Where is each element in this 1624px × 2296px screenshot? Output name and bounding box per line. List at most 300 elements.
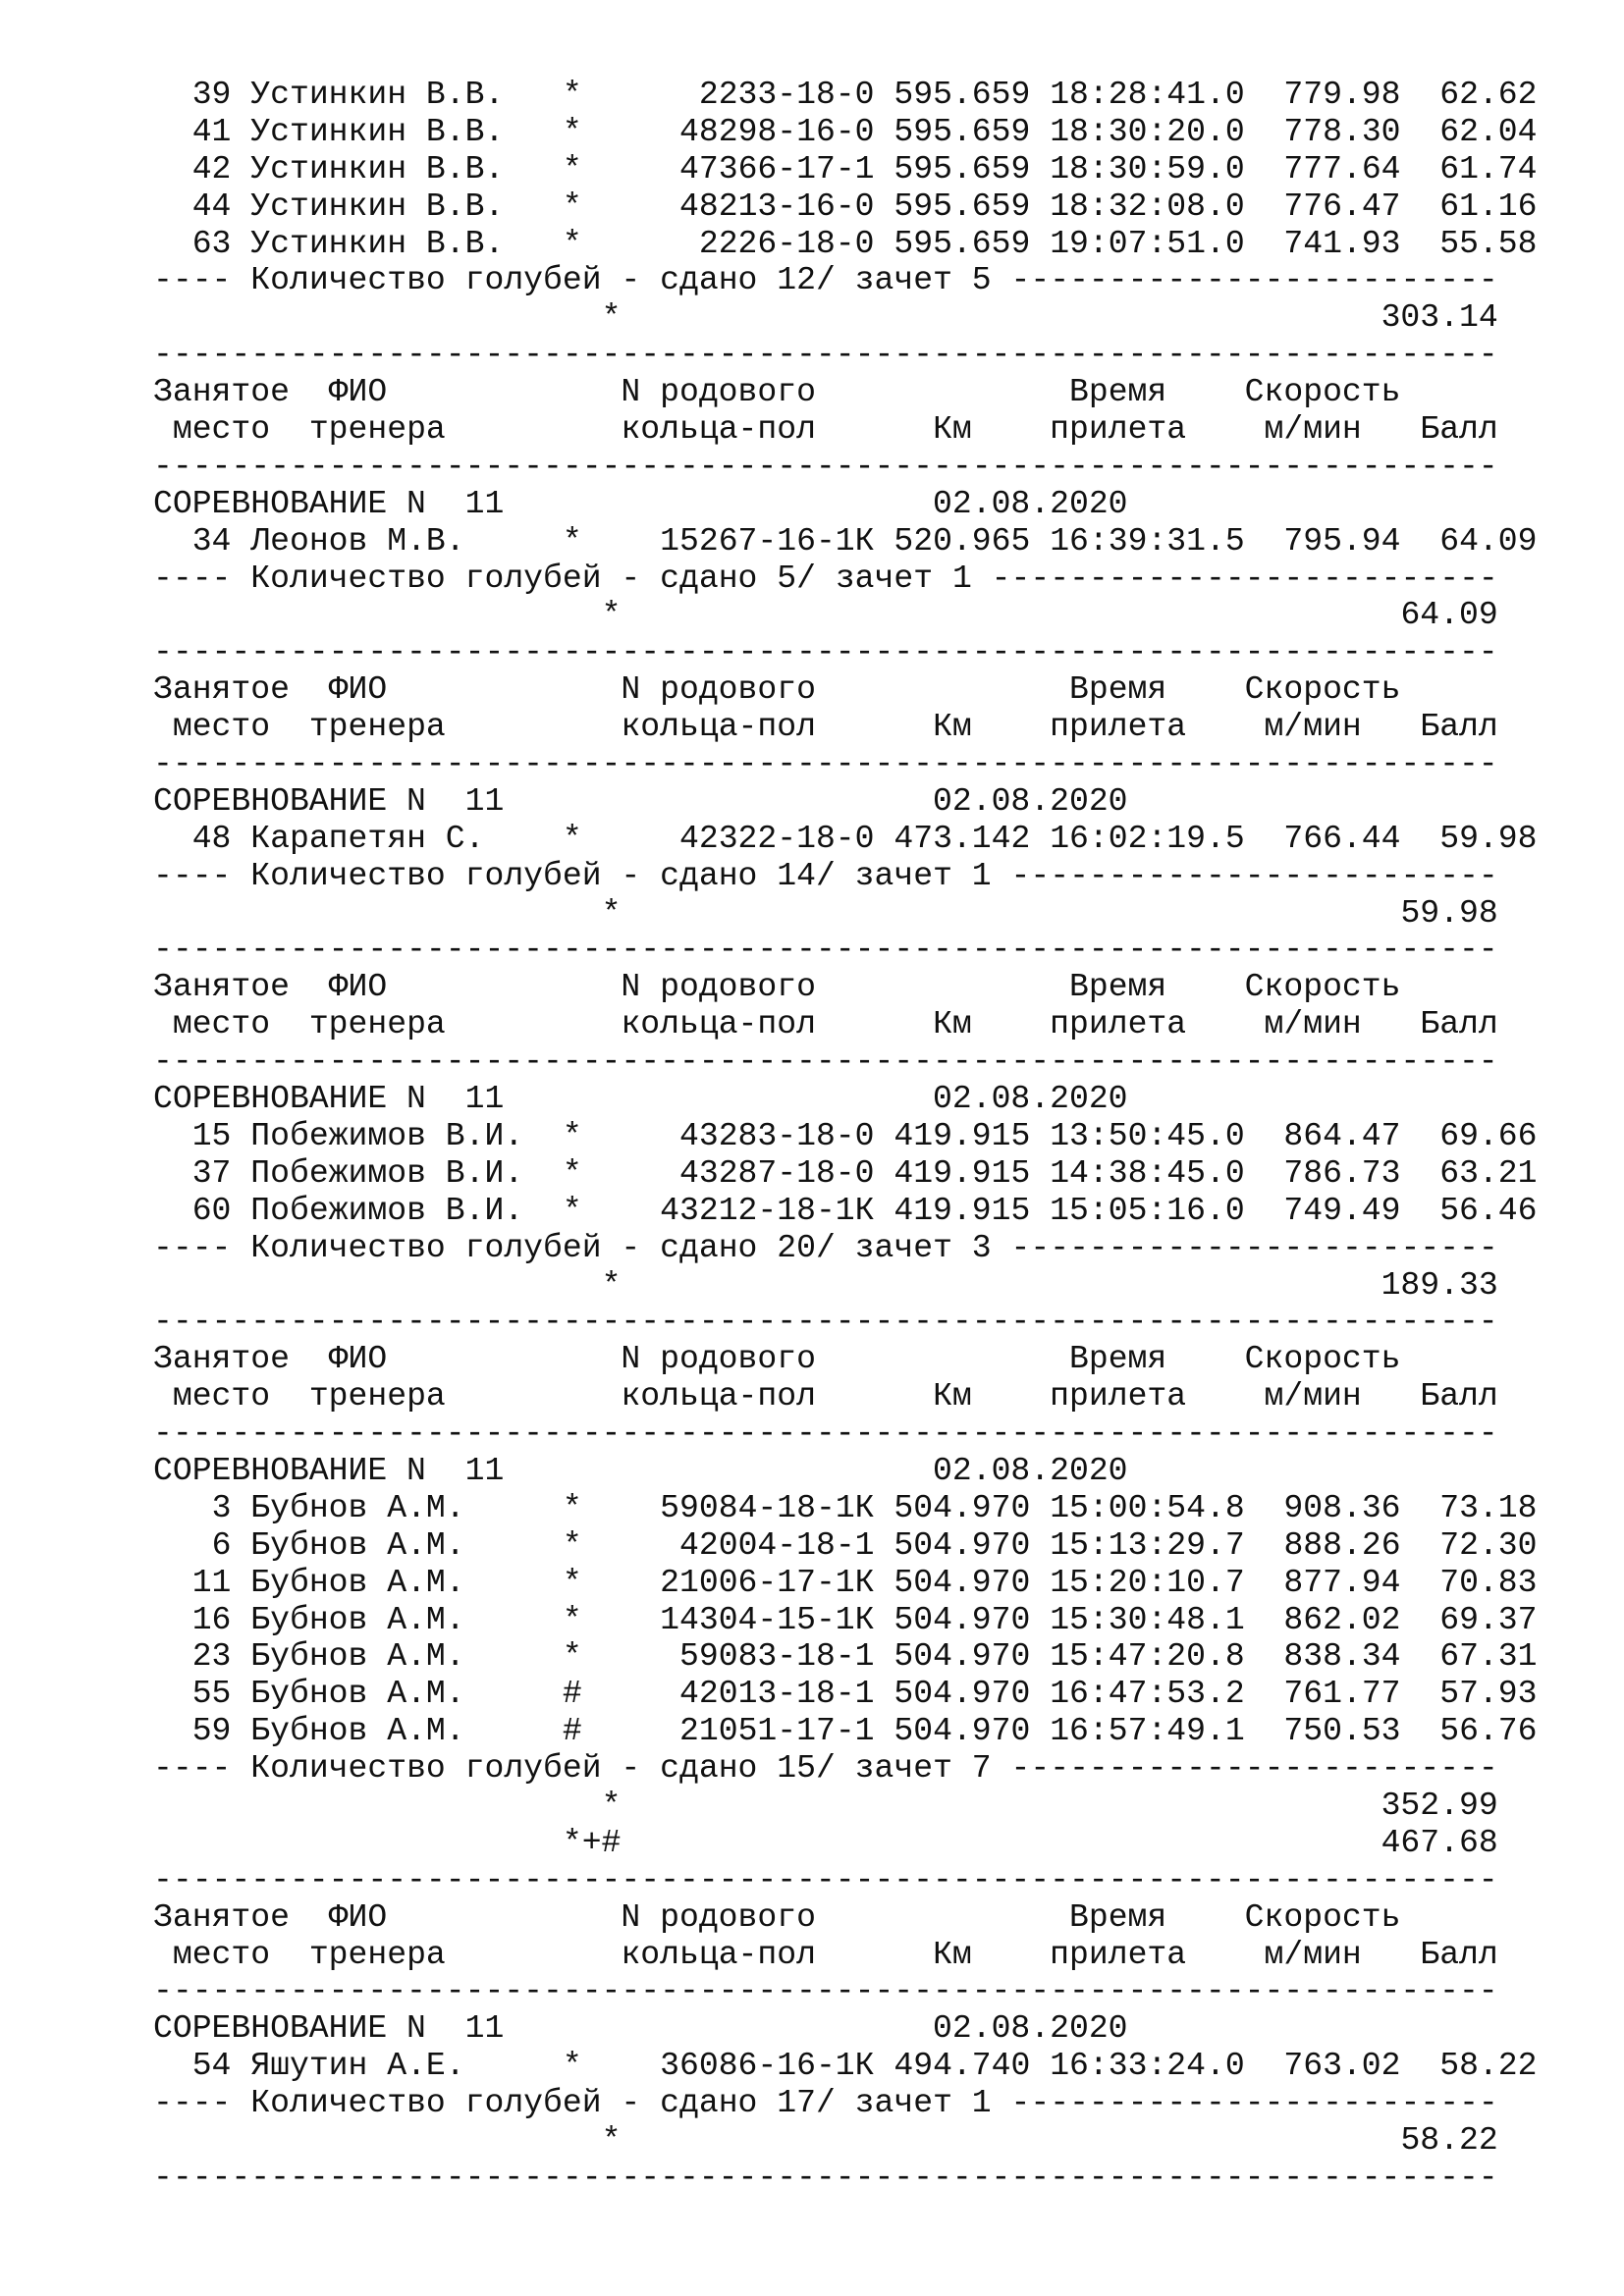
col-score-header: Балл — [1420, 1935, 1498, 1973]
distance-km: 473.142 — [893, 819, 1031, 857]
col-score-header: Балл — [1420, 410, 1498, 449]
score-value: 58.22 — [1439, 2047, 1538, 2085]
col-place-header: Занятое — [153, 373, 290, 411]
col-place-header: место — [172, 410, 271, 449]
trainer-name: Бубнов А.М. — [250, 1600, 465, 1638]
col-time-header: Время — [1069, 670, 1167, 709]
speed-value: 777.64 — [1283, 149, 1401, 187]
trainer-name: Бубнов А.М. — [250, 1637, 465, 1676]
count-label: Количество голубей — [250, 2084, 602, 2122]
counted-value: 1 — [951, 559, 972, 597]
competition-date: 02.08.2020 — [933, 1451, 1128, 1489]
row-mark: * — [562, 149, 582, 187]
distance-km: 504.970 — [893, 1675, 1031, 1713]
column-header-row-2 — [153, 1378, 1538, 1415]
column-header-row-1 — [153, 374, 1538, 411]
trainer-name: Устинкин В.В. — [250, 76, 505, 113]
count-label: Количество голубей — [250, 1749, 602, 1788]
col-speed-header: Скорость — [1244, 1340, 1401, 1378]
total-mark: * — [601, 2120, 622, 2159]
competition-line — [153, 1081, 1538, 1118]
total-mark: * — [601, 893, 622, 932]
ring-number: 42322-18-0 — [679, 819, 875, 857]
counted-label: зачет — [854, 261, 952, 299]
counted-label: зачет — [854, 856, 952, 894]
row-mark: * — [562, 521, 582, 560]
distance-km: 504.970 — [893, 1488, 1031, 1526]
counted-value: 1 — [971, 2084, 992, 2122]
place-value: 48 — [191, 819, 232, 857]
competition-line — [153, 486, 1538, 523]
trainer-name: Бубнов А.М. — [250, 1712, 465, 1750]
col-km-header: Км — [933, 1377, 972, 1415]
total-line — [153, 1267, 1538, 1305]
distance-km: 504.970 — [893, 1637, 1031, 1676]
col-speed-header: Скорость — [1244, 1897, 1401, 1936]
competition-date: 02.08.2020 — [933, 1080, 1128, 1118]
count-label: Количество голубей — [250, 1228, 602, 1266]
distance-km: 595.659 — [893, 112, 1031, 150]
col-ring-header: N родового — [621, 373, 816, 411]
col-trainer-header: ФИО — [328, 670, 388, 709]
col-place-header: место — [172, 1377, 271, 1415]
speed-value: 864.47 — [1283, 1116, 1401, 1154]
col-time-header: прилета — [1050, 708, 1187, 746]
row-mark: * — [562, 224, 582, 262]
col-place-header: место — [172, 1935, 271, 1973]
ring-number: 2226-18-0 — [698, 224, 875, 262]
trainer-name: Устинкин В.В. — [250, 187, 505, 225]
arrival-time: 18:30:20.0 — [1050, 112, 1245, 150]
speed-value: 749.49 — [1283, 1191, 1401, 1229]
result-row — [153, 77, 1538, 114]
score-value: 61.74 — [1439, 149, 1538, 187]
col-score-header: Балл — [1420, 1377, 1498, 1415]
col-time-header: прилета — [1050, 1935, 1187, 1973]
col-place-header: Занятое — [153, 1340, 290, 1378]
place-value: 16 — [191, 1600, 232, 1638]
col-speed-header: м/мин — [1264, 1005, 1362, 1043]
arrival-time: 18:30:59.0 — [1050, 149, 1245, 187]
col-place-header: Занятое — [153, 670, 290, 709]
competition-label: СОРЕВНОВАНИЕ N — [153, 2009, 426, 2048]
column-header-row-2 — [153, 1006, 1538, 1043]
place-value: 41 — [191, 112, 232, 150]
col-time-header: прилета — [1050, 410, 1187, 449]
row-mark: * — [562, 1191, 582, 1229]
distance-km: 520.965 — [893, 521, 1031, 560]
separator-line: --------------------------------------------------------------------- — [153, 633, 1498, 671]
trainer-name: Бубнов А.М. — [250, 1563, 465, 1601]
row-mark: * — [562, 819, 582, 857]
arrival-time: 16:33:24.0 — [1050, 2047, 1245, 2085]
arrival-time: 16:39:31.5 — [1050, 521, 1245, 560]
place-value: 54 — [191, 2047, 232, 2085]
col-trainer-header: ФИО — [328, 1340, 388, 1378]
place-value: 6 — [211, 1525, 232, 1564]
col-score-header: Балл — [1420, 1005, 1498, 1043]
competition-label: СОРЕВНОВАНИЕ N — [153, 1080, 426, 1118]
arrival-time: 16:02:19.5 — [1050, 819, 1245, 857]
total-line — [153, 597, 1538, 634]
col-time-header: Время — [1069, 1340, 1167, 1378]
trainer-name: Побежимов В.И. — [250, 1191, 524, 1229]
col-place-header: место — [172, 708, 271, 746]
arrival-time: 13:50:45.0 — [1050, 1116, 1245, 1154]
counted-value: 5 — [971, 261, 992, 299]
competition-line — [153, 2010, 1538, 2048]
row-mark: # — [562, 1675, 582, 1713]
speed-value: 795.94 — [1283, 521, 1401, 560]
result-row — [153, 151, 1538, 188]
competition-label: СОРЕВНОВАНИЕ N — [153, 1451, 426, 1489]
distance-km: 504.970 — [893, 1600, 1031, 1638]
count-label: Количество голубей — [250, 261, 602, 299]
competition-date: 02.08.2020 — [933, 484, 1128, 522]
total-score: 58.22 — [1400, 2120, 1498, 2159]
result-row — [153, 226, 1538, 263]
score-value: 63.21 — [1439, 1153, 1538, 1192]
result-row — [153, 1490, 1538, 1527]
distance-km: 504.970 — [893, 1525, 1031, 1564]
score-value: 62.04 — [1439, 112, 1538, 150]
submitted-count: 17 — [777, 2084, 816, 2122]
arrival-time: 15:05:16.0 — [1050, 1191, 1245, 1229]
place-value: 42 — [191, 149, 232, 187]
column-header-row-2 — [153, 411, 1538, 449]
submitted-label: сдано — [660, 559, 758, 597]
row-mark: * — [562, 187, 582, 225]
competition-line — [153, 1453, 1538, 1490]
ring-number: 48298-16-0 — [679, 112, 875, 150]
counted-label: зачет — [854, 1749, 952, 1788]
row-mark: # — [562, 1712, 582, 1750]
col-place-header: Занятое — [153, 1897, 290, 1936]
speed-value: 908.36 — [1283, 1488, 1401, 1526]
total-score: 59.98 — [1400, 893, 1498, 932]
pigeon-count-summary: ---- Количество голубей - сдано 17/ зачет 1 ------------------------- — [153, 2084, 1498, 2122]
col-ring-header: N родового — [621, 1340, 816, 1378]
submitted-count: 12 — [777, 261, 816, 299]
score-value: 56.76 — [1439, 1712, 1538, 1750]
arrival-time: 15:20:10.7 — [1050, 1563, 1245, 1601]
col-ring-header: N родового — [621, 968, 816, 1006]
speed-value: 766.44 — [1283, 819, 1401, 857]
separator-line: --------------------------------------------------------------------- — [153, 1042, 1498, 1081]
col-speed-header: м/мин — [1264, 410, 1362, 449]
result-row — [153, 523, 1538, 561]
trainer-name: Бубнов А.М. — [250, 1525, 465, 1564]
counted-label: зачет — [835, 559, 934, 597]
separator-line: --------------------------------------------------------------------- — [153, 1415, 1498, 1453]
submitted-label: сдано — [660, 856, 758, 894]
col-trainer-header: тренера — [308, 410, 446, 449]
distance-km: 595.659 — [893, 224, 1031, 262]
ring-number: 59083-18-1 — [679, 1637, 875, 1676]
competition-number: 11 — [464, 484, 505, 522]
submitted-label: сдано — [660, 261, 758, 299]
race-results-document — [153, 77, 1538, 2197]
col-km-header: Км — [933, 1935, 972, 1973]
total-score: 303.14 — [1380, 298, 1498, 337]
place-value: 59 — [191, 1712, 232, 1750]
distance-km: 595.659 — [893, 76, 1031, 113]
counted-value: 7 — [971, 1749, 992, 1788]
arrival-time: 15:00:54.8 — [1050, 1488, 1245, 1526]
result-row — [153, 1565, 1538, 1602]
distance-km: 595.659 — [893, 149, 1031, 187]
column-header-row-1 — [153, 1341, 1538, 1378]
col-speed-header: м/мин — [1264, 1935, 1362, 1973]
ring-number: 48213-16-0 — [679, 187, 875, 225]
score-value: 55.58 — [1439, 224, 1538, 262]
score-value: 73.18 — [1439, 1488, 1538, 1526]
row-mark: * — [562, 2047, 582, 2085]
speed-value: 888.26 — [1283, 1525, 1401, 1564]
place-value: 55 — [191, 1675, 232, 1713]
col-trainer-header: ФИО — [328, 1897, 388, 1936]
speed-value: 763.02 — [1283, 2047, 1401, 2085]
place-value: 15 — [191, 1116, 232, 1154]
total-score: 467.68 — [1380, 1823, 1498, 1861]
ring-number: 21051-17-1 — [679, 1712, 875, 1750]
ring-number: 43212-18-1К — [660, 1191, 875, 1229]
speed-value: 761.77 — [1283, 1675, 1401, 1713]
counted-value: 3 — [971, 1228, 992, 1266]
col-speed-header: м/мин — [1264, 1377, 1362, 1415]
ring-number: 14304-15-1К — [660, 1600, 875, 1638]
counted-label: зачет — [854, 2084, 952, 2122]
result-row — [153, 821, 1538, 858]
column-header-row-2 — [153, 709, 1538, 746]
submitted-label: сдано — [660, 2084, 758, 2122]
trainer-name: Бубнов А.М. — [250, 1488, 465, 1526]
col-place-header: место — [172, 1005, 271, 1043]
submitted-label: сдано — [660, 1749, 758, 1788]
col-km-header: Км — [933, 410, 972, 449]
competition-number: 11 — [464, 2009, 505, 2048]
place-value: 37 — [191, 1153, 232, 1192]
arrival-time: 18:32:08.0 — [1050, 187, 1245, 225]
row-mark: * — [562, 1116, 582, 1154]
competition-number: 11 — [464, 1080, 505, 1118]
row-mark: * — [562, 1600, 582, 1638]
arrival-time: 15:47:20.8 — [1050, 1637, 1245, 1676]
competition-label: СОРЕВНОВАНИЕ N — [153, 781, 426, 820]
place-value: 11 — [191, 1563, 232, 1601]
speed-value: 778.30 — [1283, 112, 1401, 150]
ring-number: 42013-18-1 — [679, 1675, 875, 1713]
trainer-name: Устинкин В.В. — [250, 224, 505, 262]
col-ring-header: кольца-пол — [621, 1377, 816, 1415]
score-value: 69.37 — [1439, 1600, 1538, 1638]
separator-line: --------------------------------------------------------------------- — [153, 1303, 1498, 1341]
total-line — [153, 299, 1538, 337]
count-label: Количество голубей — [250, 559, 602, 597]
distance-km: 419.915 — [893, 1116, 1031, 1154]
col-score-header: Балл — [1420, 708, 1498, 746]
trainer-name: Леонов М.В. — [250, 521, 465, 560]
result-row — [153, 2048, 1538, 2085]
score-value: 64.09 — [1439, 521, 1538, 560]
place-value: 3 — [211, 1488, 232, 1526]
arrival-time: 19:07:51.0 — [1050, 224, 1245, 262]
result-row — [153, 114, 1538, 151]
col-trainer-header: тренера — [308, 708, 446, 746]
pigeon-count-summary: ---- Количество голубей - сдано 12/ зачет 5 ------------------------- — [153, 261, 1498, 299]
score-value: 69.66 — [1439, 1116, 1538, 1154]
separator-line: --------------------------------------------------------------------- — [153, 1860, 1498, 1898]
submitted-count: 20 — [777, 1228, 816, 1266]
result-row — [153, 1527, 1538, 1565]
distance-km: 419.915 — [893, 1153, 1031, 1192]
distance-km: 504.970 — [893, 1712, 1031, 1750]
total-score: 189.33 — [1380, 1265, 1498, 1304]
arrival-time: 15:13:29.7 — [1050, 1525, 1245, 1564]
col-ring-header: кольца-пол — [621, 708, 816, 746]
competition-number: 11 — [464, 781, 505, 820]
col-time-header: Время — [1069, 968, 1167, 1006]
ring-number: 15267-16-1К — [660, 521, 875, 560]
place-value: 23 — [191, 1637, 232, 1676]
separator-line: --------------------------------------------------------------------- — [153, 1972, 1498, 2010]
submitted-count: 5 — [777, 559, 797, 597]
row-mark: * — [562, 76, 582, 113]
total-line — [153, 1825, 1538, 1862]
total-mark: * — [601, 1265, 622, 1304]
result-row — [153, 1602, 1538, 1639]
total-mark: * — [601, 596, 622, 634]
place-value: 63 — [191, 224, 232, 262]
speed-value: 776.47 — [1283, 187, 1401, 225]
ring-number: 43283-18-0 — [679, 1116, 875, 1154]
separator-line: --------------------------------------------------------------------- — [153, 931, 1498, 969]
result-row — [153, 1713, 1538, 1750]
col-time-header: прилета — [1050, 1005, 1187, 1043]
column-header-row-1 — [153, 671, 1538, 709]
result-row — [153, 1118, 1538, 1155]
col-trainer-header: тренера — [308, 1005, 446, 1043]
col-time-header: Время — [1069, 1897, 1167, 1936]
col-ring-header: N родового — [621, 1897, 816, 1936]
trainer-name: Яшутин А.Е. — [250, 2047, 465, 2085]
submitted-label: сдано — [660, 1228, 758, 1266]
result-row — [153, 1155, 1538, 1193]
counted-value: 1 — [971, 856, 992, 894]
speed-value: 750.53 — [1283, 1712, 1401, 1750]
ring-number: 2233-18-0 — [698, 76, 875, 113]
row-mark: * — [562, 1153, 582, 1192]
arrival-time: 18:28:41.0 — [1050, 76, 1245, 113]
score-value: 59.98 — [1439, 819, 1538, 857]
trainer-name: Устинкин В.В. — [250, 149, 505, 187]
col-trainer-header: тренера — [308, 1377, 446, 1415]
competition-date: 02.08.2020 — [933, 2009, 1128, 2048]
speed-value: 741.93 — [1283, 224, 1401, 262]
col-km-header: Км — [933, 1005, 972, 1043]
col-speed-header: Скорость — [1244, 968, 1401, 1006]
competition-number: 11 — [464, 1451, 505, 1489]
trainer-name: Побежимов В.И. — [250, 1153, 524, 1192]
col-trainer-header: ФИО — [328, 373, 388, 411]
pigeon-count-summary: ---- Количество голубей - сдано 15/ зачет 7 ------------------------- — [153, 1749, 1498, 1788]
total-mark: *+# — [562, 1823, 622, 1861]
speed-value: 877.94 — [1283, 1563, 1401, 1601]
pigeon-count-summary: ---- Количество голубей - сдано 20/ зачет 3 ------------------------- — [153, 1228, 1498, 1266]
place-value: 60 — [191, 1191, 232, 1229]
ring-number: 47366-17-1 — [679, 149, 875, 187]
place-value: 34 — [191, 521, 232, 560]
arrival-time: 15:30:48.1 — [1050, 1600, 1245, 1638]
arrival-time: 14:38:45.0 — [1050, 1153, 1245, 1192]
trainer-name: Бубнов А.М. — [250, 1675, 465, 1713]
place-value: 39 — [191, 76, 232, 113]
competition-date: 02.08.2020 — [933, 781, 1128, 820]
score-value: 62.62 — [1439, 76, 1538, 113]
row-mark: * — [562, 1563, 582, 1601]
col-speed-header: Скорость — [1244, 373, 1401, 411]
col-ring-header: кольца-пол — [621, 1935, 816, 1973]
col-place-header: Занятое — [153, 968, 290, 1006]
speed-value: 838.34 — [1283, 1637, 1401, 1676]
total-mark: * — [601, 1786, 622, 1824]
score-value: 56.46 — [1439, 1191, 1538, 1229]
total-line — [153, 2122, 1538, 2160]
row-mark: * — [562, 1525, 582, 1564]
score-value: 67.31 — [1439, 1637, 1538, 1676]
score-value: 70.83 — [1439, 1563, 1538, 1601]
distance-km: 595.659 — [893, 187, 1031, 225]
score-value: 72.30 — [1439, 1525, 1538, 1564]
total-line — [153, 1788, 1538, 1825]
result-row — [153, 188, 1538, 226]
column-header-row-2 — [153, 1937, 1538, 1974]
arrival-time: 16:47:53.2 — [1050, 1675, 1245, 1713]
col-speed-header: Скорость — [1244, 670, 1401, 709]
competition-label: СОРЕВНОВАНИЕ N — [153, 484, 426, 522]
result-row — [153, 1193, 1538, 1230]
score-value: 61.16 — [1439, 187, 1538, 225]
score-value: 57.93 — [1439, 1675, 1538, 1713]
trainer-name: Карапетян С. — [250, 819, 485, 857]
separator-line: --------------------------------------------------------------------- — [153, 2158, 1498, 2196]
ring-number: 42004-18-1 — [679, 1525, 875, 1564]
ring-number: 36086-16-1К — [660, 2047, 875, 2085]
total-score: 352.99 — [1380, 1786, 1498, 1824]
competition-line — [153, 783, 1538, 821]
row-mark: * — [562, 112, 582, 150]
separator-line: --------------------------------------------------------------------- — [153, 447, 1498, 485]
ring-number: 21006-17-1К — [660, 1563, 875, 1601]
column-header-row-1 — [153, 1899, 1538, 1937]
submitted-count: 15 — [777, 1749, 816, 1788]
col-ring-header: N родового — [621, 670, 816, 709]
speed-value: 786.73 — [1283, 1153, 1401, 1192]
separator-line: --------------------------------------------------------------------- — [153, 745, 1498, 783]
pigeon-count-summary: ---- Количество голубей - сдано 14/ зачет 1 ------------------------- — [153, 856, 1498, 894]
total-line — [153, 895, 1538, 933]
col-time-header: прилета — [1050, 1377, 1187, 1415]
row-mark: * — [562, 1637, 582, 1676]
place-value: 44 — [191, 187, 232, 225]
separator-line: --------------------------------------------------------------------- — [153, 336, 1498, 374]
trainer-name: Побежимов В.И. — [250, 1116, 524, 1154]
trainer-name: Устинкин В.В. — [250, 112, 505, 150]
pigeon-count-summary: ---- Количество голубей - сдано 5/ зачет 1 -------------------------- — [153, 559, 1498, 597]
col-km-header: Км — [933, 708, 972, 746]
col-time-header: Время — [1069, 373, 1167, 411]
col-ring-header: кольца-пол — [621, 410, 816, 449]
